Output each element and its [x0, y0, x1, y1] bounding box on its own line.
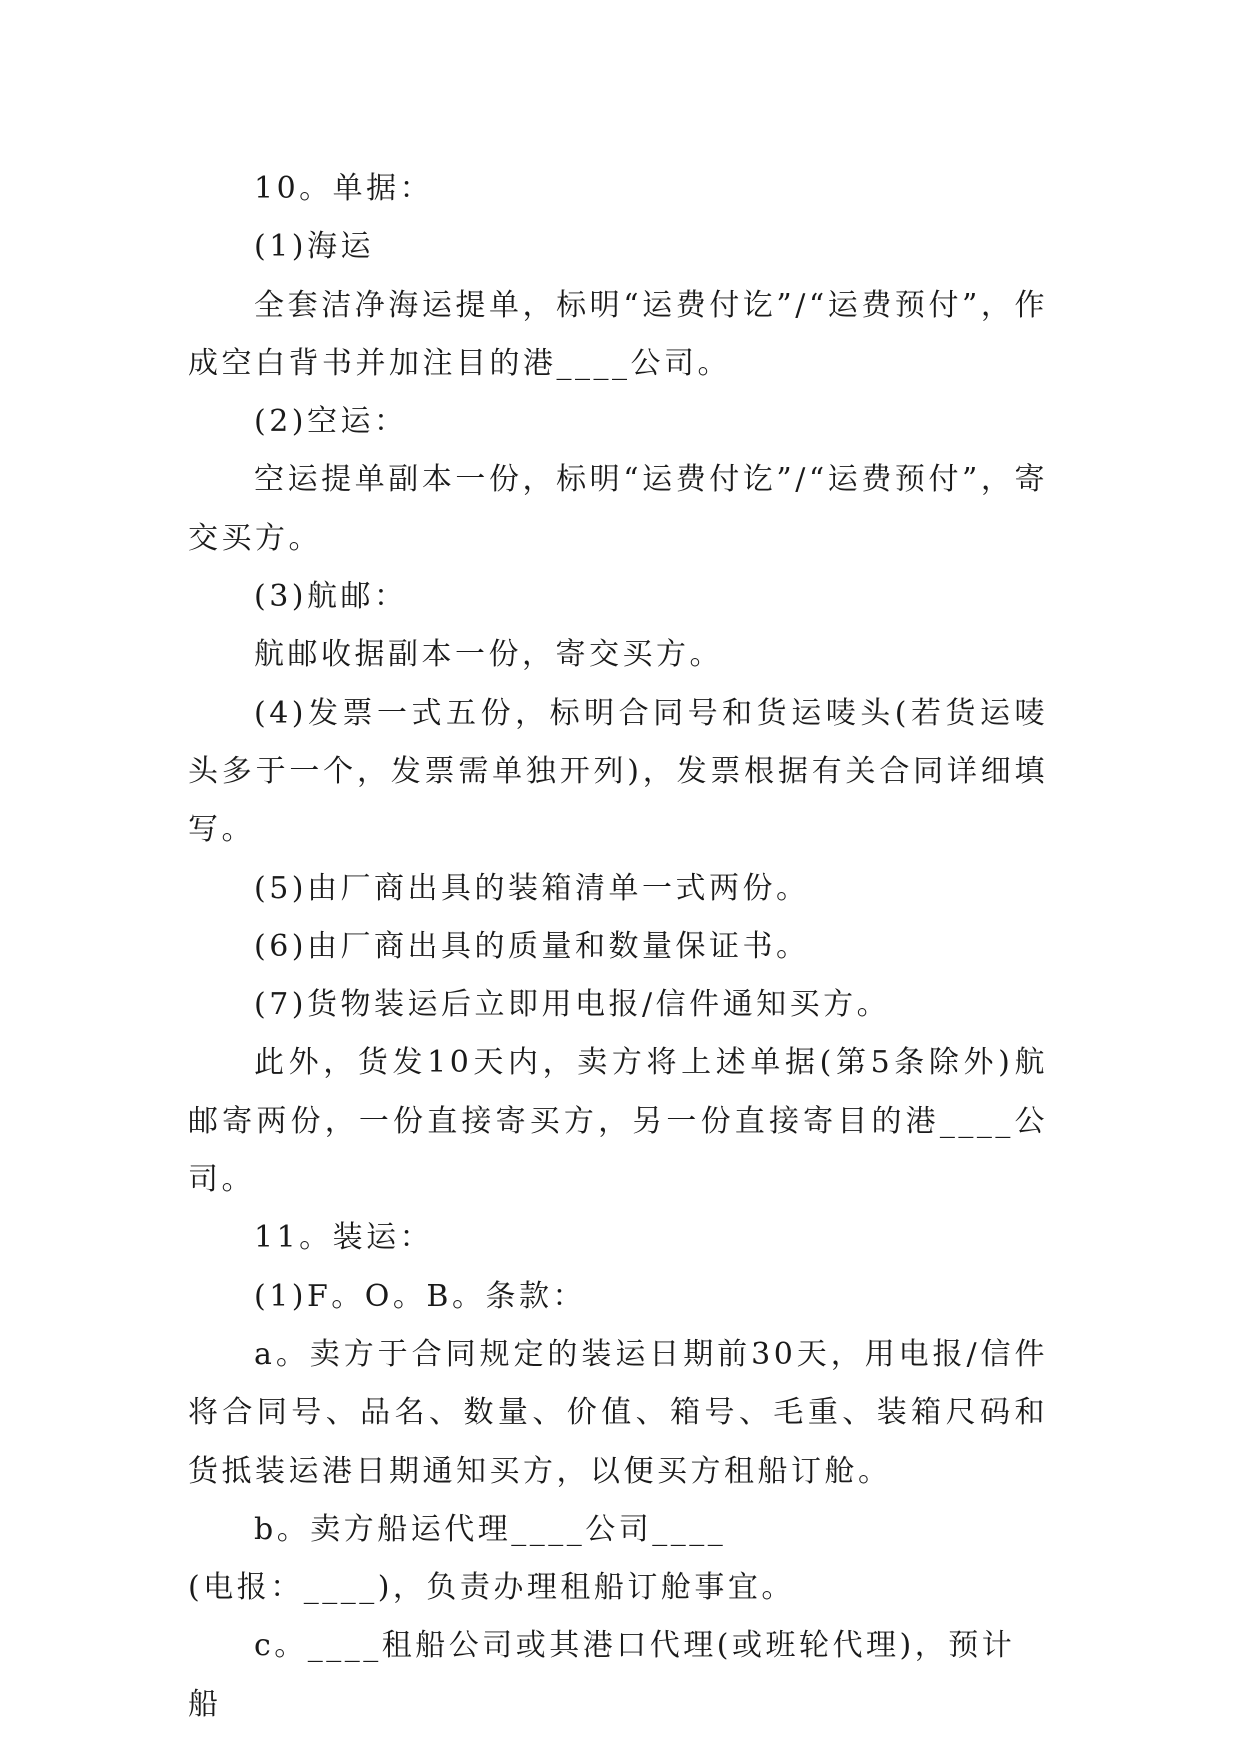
- paragraph-fob-clause-b-cont: (电报：____)，负责办理租船订舱事宜。: [188, 1570, 795, 1606]
- subheading-sea-transport: (1)海运: [254, 229, 374, 265]
- paragraph-shipment-notice: (7)货物装运后立即用电报/信件通知买方。: [254, 987, 891, 1023]
- paragraph-air-waybill: 空运提单副本一份，标明“运费付讫”/“运费预付”，寄交买方。: [188, 462, 1048, 556]
- paragraph-document-mailing: 此外，货发10天内，卖方将上述单据(第5条除外)航邮寄两份，一份直接寄买方，另一份直接寄目的港____公司。: [188, 1045, 1048, 1198]
- paragraph-quality-certificate: (6)由厂商出具的质量和数量保证书。: [254, 928, 810, 964]
- subheading-air-mail: (3)航邮：: [254, 579, 408, 615]
- paragraph-air-mail-receipt: 航邮收据副本一份，寄交买方。: [254, 637, 723, 673]
- document-body: [188, 160, 1048, 1734]
- paragraph-sea-bill-of-lading: 全套洁净海运提单，标明“运费付讫”/“运费预付”，作成空白背书并加注目的港____公司。: [188, 287, 1048, 381]
- subheading-air-transport: (2)空运：: [254, 404, 408, 440]
- paragraph-invoice: (4)发票一式五份，标明合同号和货运唛头(若货运唛头多于一个，发票需单独开列)，发票根据有关合同详细填写。: [188, 695, 1048, 848]
- subheading-fob-terms: (1)F。O。B。条款：: [254, 1278, 586, 1314]
- paragraph-packing-list: (5)由厂商出具的装箱清单一式两份。: [254, 870, 810, 906]
- section-heading-documents: 10。单据：: [254, 171, 434, 206]
- paragraph-fob-clause-b: b。卖方船运代理____公司____: [254, 1511, 727, 1547]
- section-heading-shipment: 11。装运：: [254, 1220, 434, 1256]
- paragraph-fob-clause-a: a。卖方于合同规定的装运日期前30天，用电报/信件将合同号、品名、数量、价值、箱号、毛重、装箱尺码和货抵装运港日期通知买方，以便买方租船订舱。: [188, 1336, 1048, 1489]
- paragraph-fob-clause-c: c。____租船公司或其港口代理(或班轮代理)，预计船: [188, 1628, 1016, 1722]
